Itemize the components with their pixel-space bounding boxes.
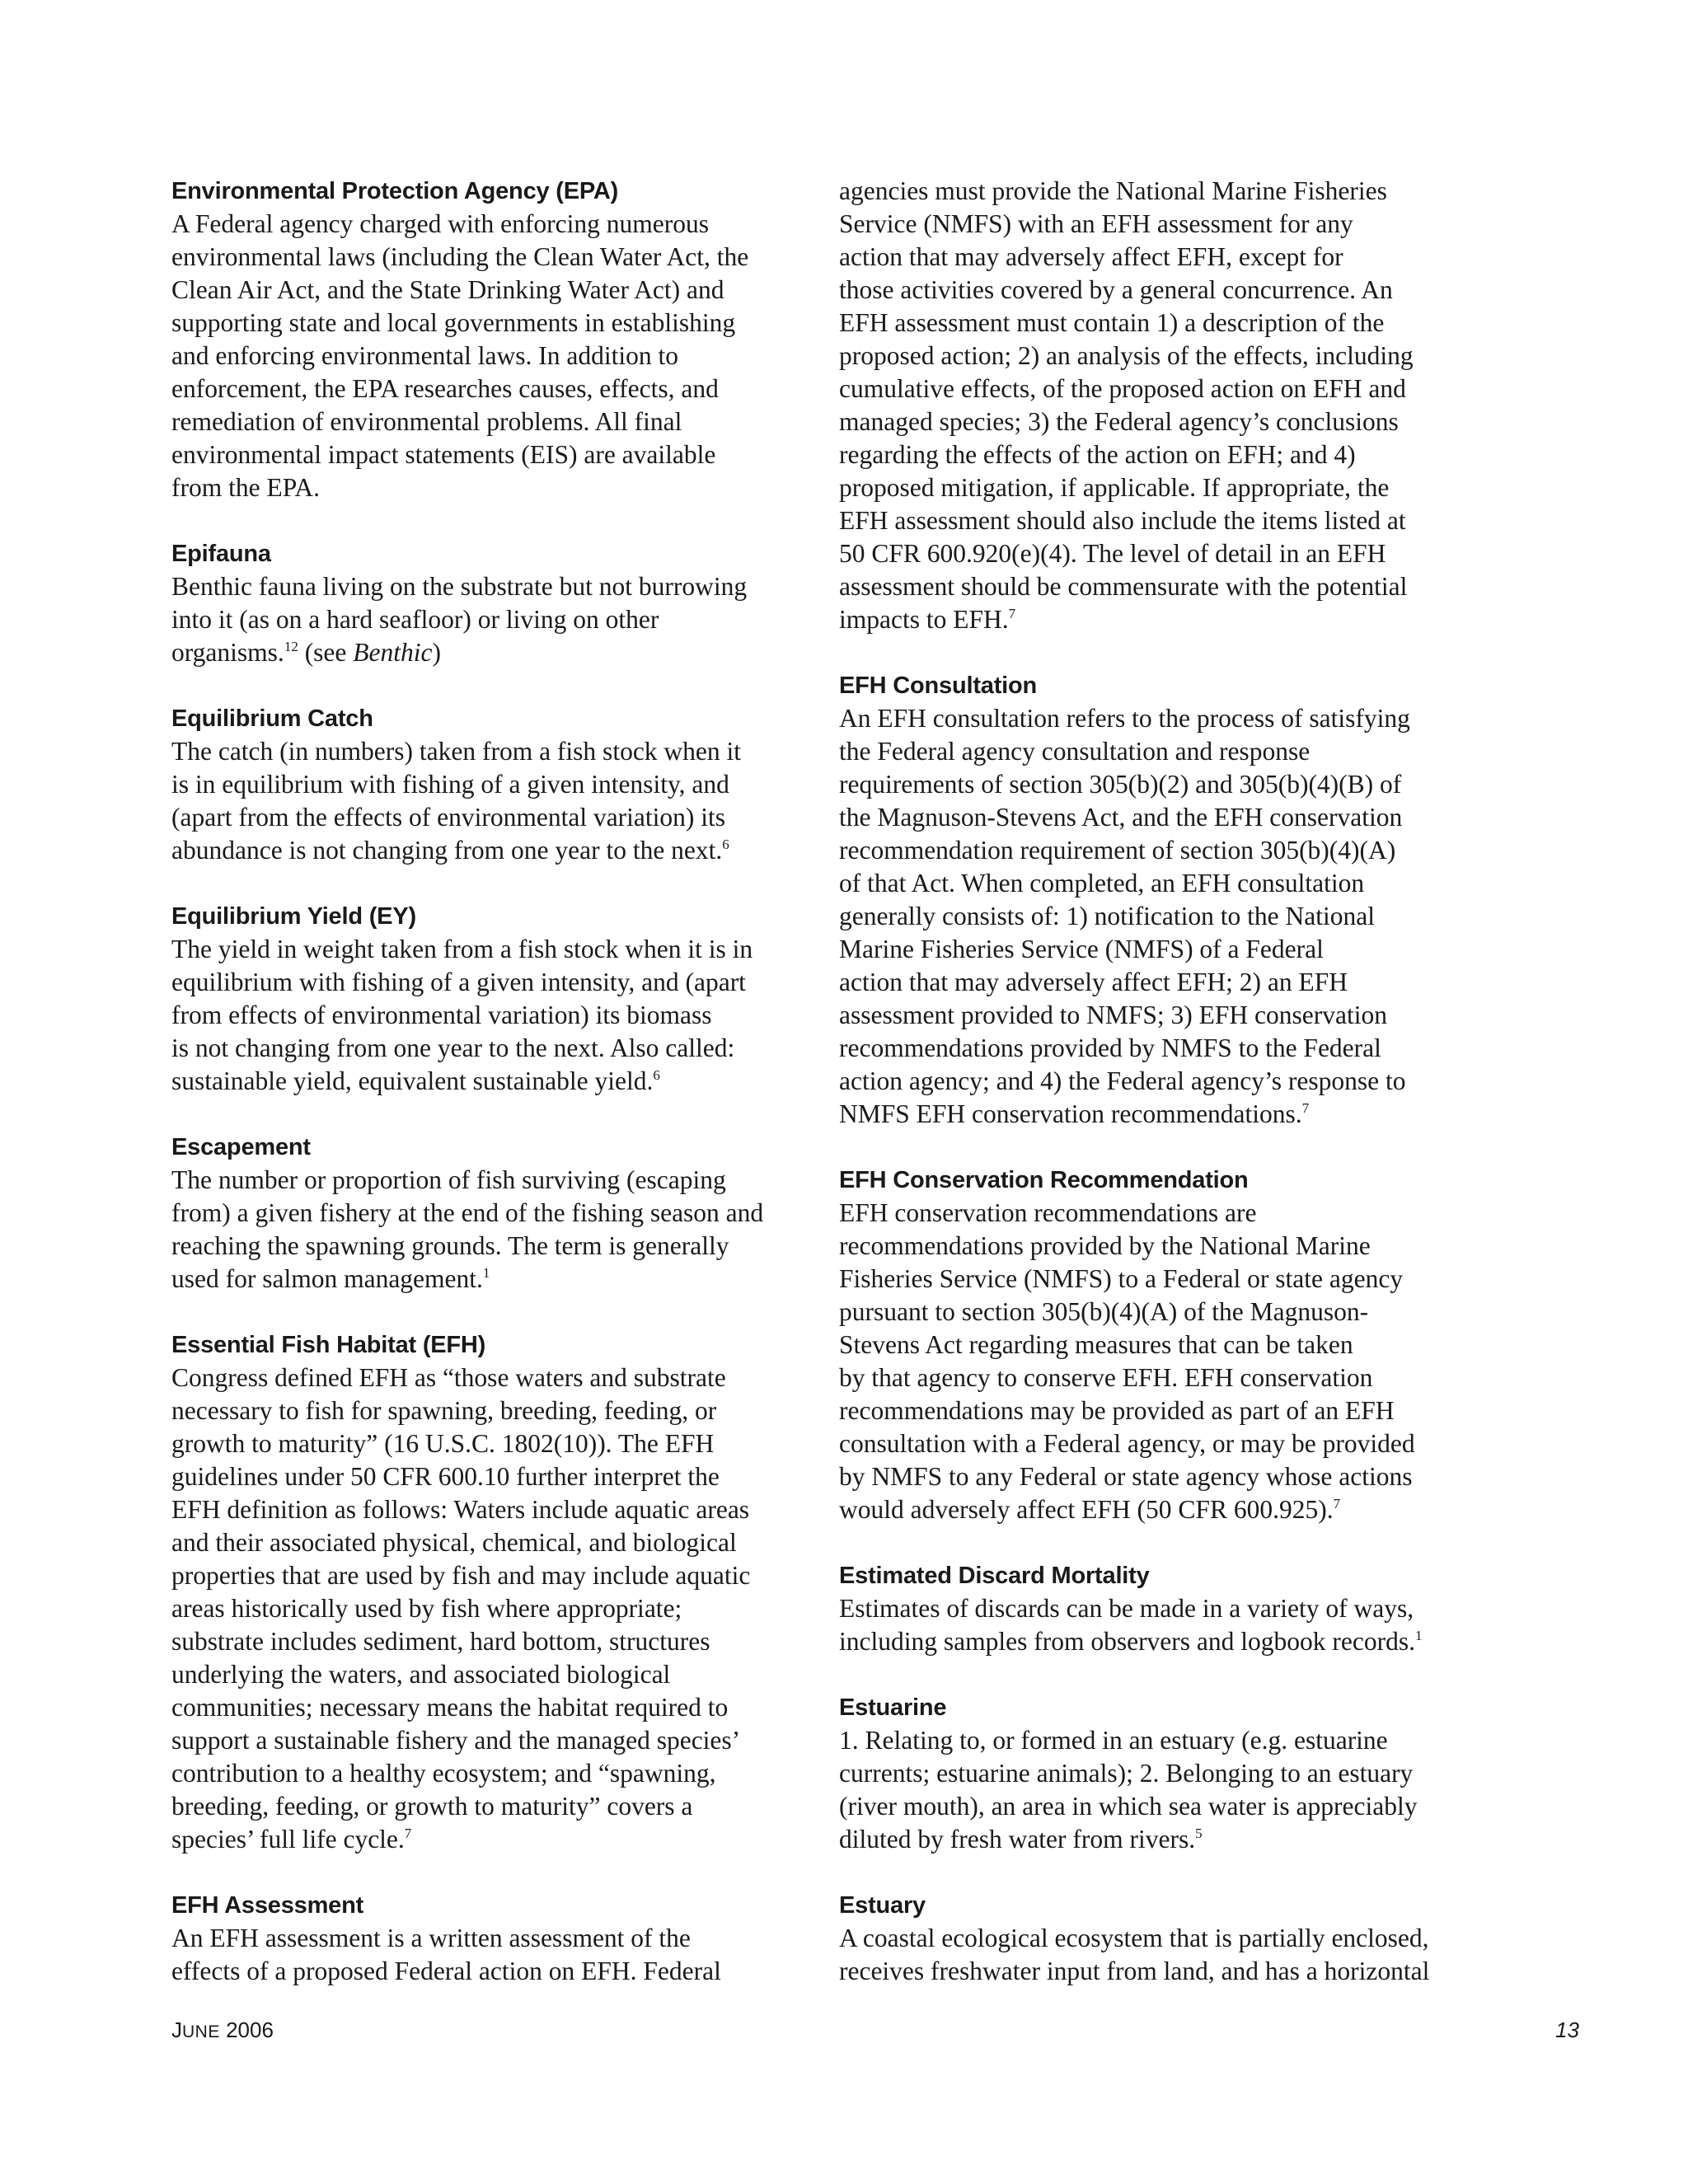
right-column <box>839 175 1482 2021</box>
definition-line: Benthic fauna living on the substrate but not burrowing <box>171 572 748 601</box>
footnote-ref: 12 <box>284 639 298 654</box>
term-heading: EFH Consultation <box>839 673 1038 699</box>
definition-line: proposed mitigation, if applicable. If appropriate, the <box>839 473 1390 502</box>
definition-line: the Magnuson-Stevens Act, and the EFH conservation <box>839 803 1403 832</box>
definition-line: remediation of environmental problems. All final <box>171 407 682 436</box>
term-heading: Environmental Protection Agency (EPA) <box>171 178 619 204</box>
definition-line: A coastal ecological ecosystem that is partially enclosed, <box>839 1924 1429 1952</box>
entry-efh-consultation <box>839 669 1482 1131</box>
definition-line: growth to maturity” (16 U.S.C. 1802(10)). The EFH <box>171 1429 715 1458</box>
definition <box>839 1197 1482 1526</box>
definition-line: and their associated physical, chemical, and biological <box>171 1528 737 1557</box>
definition-line: support a sustainable fishery and the managed species’ <box>171 1726 741 1755</box>
definition-line: An EFH consultation refers to the process of satisfying <box>839 704 1410 733</box>
definition-line: Service (NMFS) with an EFH assessment for any <box>839 209 1353 238</box>
definition-line: recommendations provided by the National Marine <box>839 1231 1371 1260</box>
definition-line: breeding, feeding, or growth to maturity” covers a <box>171 1792 693 1821</box>
definition-line: (apart from the effects of environmental variation) its <box>171 803 726 832</box>
footer-date-initial: J <box>171 2018 182 2042</box>
definition-line: action agency; and 4) the Federal agency’s response to <box>839 1066 1406 1095</box>
definition-line: the Federal agency consultation and response <box>839 737 1311 766</box>
definition <box>171 1922 798 1988</box>
line-text: organisms. <box>171 638 284 667</box>
definition-line: enforcement, the EPA researches causes, effects, and <box>171 374 719 403</box>
line-text: including samples from observers and logbook records. <box>839 1627 1415 1656</box>
definition-line: 1. Relating to, or formed in an estuary (e.g. estuarine <box>839 1726 1388 1755</box>
footer-date <box>171 2018 274 2043</box>
definition-line: communities; necessary means the habitat required to <box>171 1693 729 1722</box>
definition-line: Clean Air Act, and the State Drinking Water Act) and <box>171 275 724 304</box>
term-heading: Escapement <box>171 1134 311 1160</box>
line-text: used for salmon management. <box>171 1264 483 1293</box>
definition-line: action that may adversely affect EFH, except for <box>839 242 1343 271</box>
entry-estuary <box>839 1889 1482 1988</box>
definition-line: is in equilibrium with fishing of a given intensity, and <box>171 770 729 799</box>
definition-line: environmental impact statements (EIS) are available <box>171 440 716 469</box>
definition-line: assessment should be commensurate with the potential <box>839 572 1408 601</box>
footnote-ref: 6 <box>653 1067 660 1083</box>
definition-line: Fisheries Service (NMFS) to a Federal or state agency <box>839 1264 1404 1293</box>
definition-line: The catch (in numbers) taken from a fish stock when it <box>171 737 742 766</box>
definition-line <box>839 603 1482 636</box>
definition-line: recommendation requirement of section 305(b)(4)(A) <box>839 836 1396 865</box>
definition-line: 50 CFR 600.920(e)(4). The level of detail in an EFH <box>839 539 1386 568</box>
footnote-ref: 7 <box>1301 1100 1310 1116</box>
definition-line: and enforcing environmental laws. In addition to <box>171 341 678 370</box>
line-text: impacts to EFH. <box>839 605 1009 634</box>
line-text: ) <box>432 638 441 667</box>
entry-epa <box>171 175 798 504</box>
definition-line: properties that are used by fish and may include aquatic <box>171 1561 751 1590</box>
definition-line: (river mouth), an area in which sea water is appreciably <box>839 1792 1418 1821</box>
definition-line <box>171 834 798 867</box>
entry-estuarine <box>839 1691 1482 1856</box>
footnote-ref: 1 <box>1414 1628 1423 1643</box>
definition-line: consultation with a Federal agency, or may be provided <box>839 1429 1415 1458</box>
definition-line: reaching the spawning grounds. The term is generally <box>171 1231 729 1260</box>
footer-date-year: 2006 <box>226 2018 274 2042</box>
entry-efh-conservation-recommendation <box>839 1164 1482 1526</box>
term-heading: Epifauna <box>171 541 271 567</box>
definition-line: from effects of environmental variation) its biomass <box>171 1001 712 1029</box>
definition-line: managed species; 3) the Federal agency’s conclusions <box>839 407 1399 436</box>
definition-line <box>171 1823 798 1856</box>
footnote-ref: 1 <box>482 1265 490 1281</box>
definition-line <box>839 1098 1482 1131</box>
footer-date-month: UNE <box>182 2022 220 2041</box>
definition-line <box>171 1065 798 1098</box>
entry-equilibrium-yield <box>171 900 798 1098</box>
definition-line: An EFH assessment is a written assessment of the <box>171 1924 691 1952</box>
cross-reference: Benthic <box>353 638 433 667</box>
footnote-ref: 7 <box>1008 606 1016 621</box>
entry-estimated-discard-mortality <box>839 1559 1482 1658</box>
term-heading: Estuarine <box>839 1694 947 1721</box>
definition-line: currents; estuarine animals); 2. Belonging to an estuary <box>839 1759 1414 1788</box>
definition-line <box>171 1263 798 1296</box>
term-heading: Estuary <box>839 1892 926 1919</box>
definition-line <box>171 636 798 669</box>
definition-line: assessment provided to NMFS; 3) EFH conservation <box>839 1001 1387 1029</box>
line-text: diluted by fresh water from rivers. <box>839 1825 1196 1854</box>
definition-line: by NMFS to any Federal or state agency whose actions <box>839 1462 1413 1491</box>
definition-line: from the EPA. <box>171 473 320 502</box>
definition-line: effects of a proposed Federal action on EFH. Federal <box>171 1957 721 1985</box>
line-text: abundance is not changing from one year to the next. <box>171 836 723 865</box>
term-heading: Equilibrium Catch <box>171 705 373 732</box>
entry-efh-assessment-continued <box>839 175 1482 636</box>
definition-line: regarding the effects of the action on EFH; and 4) <box>839 440 1356 469</box>
entry-equilibrium-catch <box>171 702 798 867</box>
term-heading: Estimated Discard Mortality <box>839 1563 1150 1589</box>
definition-line: The yield in weight taken from a fish stock when it is in <box>171 935 753 963</box>
definition-line: into it (as on a hard seafloor) or living on other <box>171 605 659 634</box>
page-number: 13 <box>1555 2018 1579 2042</box>
definition-line: from) a given fishery at the end of the fishing season and <box>171 1198 764 1227</box>
line-text: (see <box>298 638 354 667</box>
term-heading: Essential Fish Habitat (EFH) <box>171 1332 486 1358</box>
definition-line: cumulative effects, of the proposed action on EFH and <box>839 374 1406 403</box>
definition-line: Estimates of discards can be made in a variety of ways, <box>839 1594 1414 1623</box>
entry-epifauna <box>171 537 798 669</box>
definition-line: EFH conservation recommendations are <box>839 1198 1257 1227</box>
line-text: sustainable yield, equivalent sustainable yield. <box>171 1066 654 1095</box>
definition-line: EFH assessment should also include the items listed at <box>839 506 1406 535</box>
definition-line: agencies must provide the National Marine Fisheries <box>839 176 1387 205</box>
definition-line: of that Act. When completed, an EFH consultation <box>839 869 1365 898</box>
definition-line: contribution to a healthy ecosystem; and “spawning, <box>171 1759 716 1788</box>
definition-line: The number or proportion of fish surviving (escaping <box>171 1165 726 1194</box>
definition-line <box>839 1823 1482 1856</box>
entry-essential-fish-habitat <box>171 1329 798 1856</box>
definition <box>839 1922 1482 1988</box>
definition-line: requirements of section 305(b)(2) and 305(b)(4)(B) of <box>839 770 1402 799</box>
line-text: would adversely affect EFH (50 CFR 600.925). <box>839 1495 1334 1524</box>
definition-line: generally consists of: 1) notification to the National <box>839 902 1375 930</box>
definition-line: supporting state and local governments in establishing <box>171 308 736 337</box>
term-heading: Equilibrium Yield (EY) <box>171 903 416 930</box>
definition-line: underlying the waters, and associated biological <box>171 1660 671 1689</box>
definition-line: equilibrium with fishing of a given intensity, and (apart <box>171 968 746 996</box>
term-heading: EFH Assessment <box>171 1892 364 1919</box>
definition-line: environmental laws (including the Clean Water Act, the <box>171 242 749 271</box>
line-text: species’ full life cycle. <box>171 1825 405 1854</box>
definition-line: pursuant to section 305(b)(4)(A) of the Magnuson- <box>839 1297 1369 1326</box>
definition <box>839 175 1482 636</box>
definition-line: proposed action; 2) an analysis of the effects, including <box>839 341 1414 370</box>
definition-line: action that may adversely affect EFH; 2) an EFH <box>839 968 1348 996</box>
definition <box>839 1724 1482 1856</box>
definition <box>839 702 1482 1131</box>
definition-line: recommendations may be provided as part of an EFH <box>839 1396 1395 1425</box>
definition-line: receives freshwater input from land, and has a horizontal <box>839 1957 1430 1985</box>
left-column <box>171 175 798 2021</box>
definition-line: Congress defined EFH as “those waters and substrate <box>171 1363 726 1392</box>
entry-efh-assessment <box>171 1889 798 1988</box>
definition <box>171 1164 798 1296</box>
definition-line: recommendations provided by NMFS to the Federal <box>839 1033 1381 1062</box>
definition-line <box>839 1493 1482 1526</box>
definition-line: guidelines under 50 CFR 600.10 further interpret the <box>171 1462 720 1491</box>
footnote-ref: 5 <box>1195 1825 1203 1841</box>
definition-line: EFH assessment must contain 1) a description of the <box>839 308 1385 337</box>
definition <box>171 208 798 504</box>
definition-line: areas historically used by fish where appropriate; <box>171 1594 682 1623</box>
definition-line: necessary to fish for spawning, breeding, feeding, or <box>171 1396 717 1425</box>
definition-line: Marine Fisheries Service (NMFS) of a Federal <box>839 935 1324 963</box>
definition <box>171 1361 798 1856</box>
definition <box>171 735 798 867</box>
definition <box>839 1592 1482 1658</box>
definition-line: those activities covered by a general concurrence. An <box>839 275 1393 304</box>
definition-line: substrate includes sediment, hard bottom, structures <box>171 1627 710 1656</box>
entry-escapement <box>171 1131 798 1296</box>
definition-line: A Federal agency charged with enforcing numerous <box>171 209 709 238</box>
definition <box>171 570 798 669</box>
footnote-ref: 6 <box>722 837 729 852</box>
term-heading: EFH Conservation Recommendation <box>839 1167 1249 1193</box>
definition-line: is not changing from one year to the next. Also called: <box>171 1033 735 1062</box>
line-text: NMFS EFH conservation recommendations. <box>839 1099 1302 1128</box>
footnote-ref: 7 <box>404 1825 412 1841</box>
definition <box>171 933 798 1098</box>
definition-line <box>839 1625 1482 1658</box>
definition-line: by that agency to conserve EFH. EFH conservation <box>839 1363 1373 1392</box>
definition-line: EFH definition as follows: Waters include aquatic areas <box>171 1495 750 1524</box>
footnote-ref: 7 <box>1333 1496 1341 1511</box>
definition-line: Stevens Act regarding measures that can be taken <box>839 1330 1353 1359</box>
